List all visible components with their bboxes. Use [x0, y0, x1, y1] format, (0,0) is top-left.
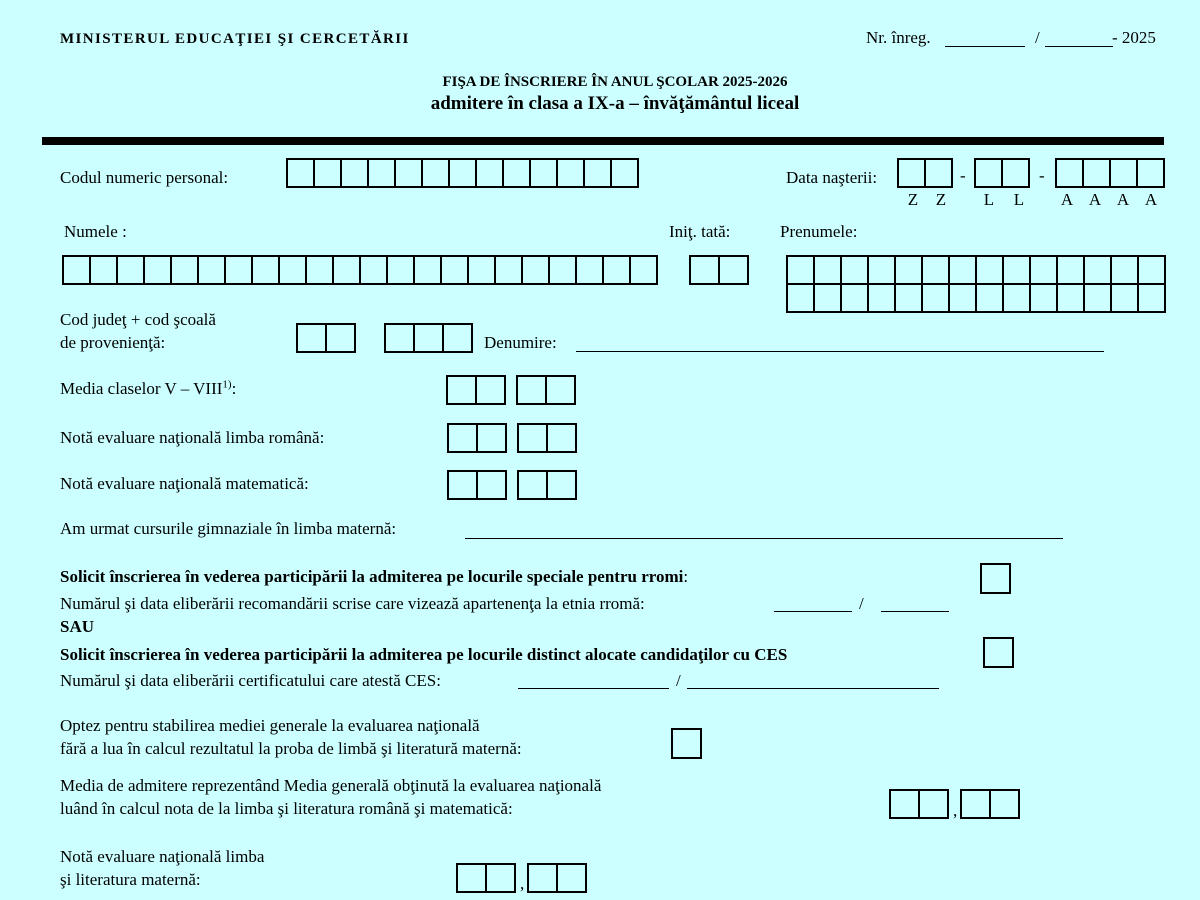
ces-certificate-label: Numărul şi data eliberării certificatului care atestă CES:	[60, 671, 441, 690]
cnp-label: Codul numeric personal:	[60, 168, 229, 187]
father-initial-label: Iniţ. tată:	[669, 222, 731, 241]
digit-box[interactable]	[367, 158, 396, 188]
digit-box[interactable]	[447, 423, 478, 453]
mother-tongue-label: Am urmat cursurile gimnaziale în limba maternă:	[60, 519, 397, 538]
digit-box[interactable]	[116, 255, 145, 285]
digit-box[interactable]	[1002, 255, 1031, 285]
digit-box[interactable]	[325, 323, 356, 353]
digit-box[interactable]	[813, 255, 842, 285]
digit-box[interactable]	[718, 255, 749, 285]
digit-box[interactable]	[894, 255, 923, 285]
digit-box[interactable]	[1056, 283, 1085, 313]
digit-box[interactable]	[89, 255, 118, 285]
maternal-grade-integer-boxes[interactable]	[456, 863, 516, 893]
digit-box[interactable]	[813, 283, 842, 313]
birth-year-hint: A	[1116, 190, 1130, 209]
digit-box[interactable]	[1029, 255, 1058, 285]
digit-box[interactable]	[1082, 158, 1111, 188]
registration-separator: /	[1035, 28, 1040, 47]
digit-box[interactable]	[548, 255, 577, 285]
romanian-integer-boxes[interactable]	[447, 423, 507, 453]
birth-year-hint: A	[1060, 190, 1074, 209]
digit-box[interactable]	[251, 255, 280, 285]
registration-number-line[interactable]	[945, 46, 1025, 47]
digit-box[interactable]	[1055, 158, 1084, 188]
birth-dash-2: -	[1039, 166, 1045, 185]
digit-box[interactable]	[143, 255, 172, 285]
digit-box[interactable]	[1002, 283, 1031, 313]
digit-box[interactable]	[1083, 255, 1112, 285]
school-code-boxes[interactable]	[384, 323, 473, 353]
digit-box[interactable]	[386, 255, 415, 285]
registration-year: - 2025	[1112, 28, 1156, 47]
digit-box[interactable]	[529, 158, 558, 188]
county-code-boxes[interactable]	[296, 323, 356, 353]
digit-box[interactable]	[1083, 283, 1112, 313]
rroma-checkbox[interactable]	[980, 563, 1011, 594]
digit-box[interactable]	[556, 863, 587, 893]
digit-box[interactable]	[545, 375, 576, 405]
digit-box[interactable]	[456, 863, 487, 893]
digit-box[interactable]	[467, 255, 496, 285]
digit-box[interactable]	[1137, 255, 1166, 285]
romanian-decimal-boxes[interactable]	[517, 423, 577, 453]
firstname-boxes-row-2[interactable]	[786, 283, 1166, 313]
digit-box[interactable]	[1001, 158, 1030, 188]
digit-box[interactable]	[502, 158, 531, 188]
digit-box[interactable]	[786, 255, 815, 285]
digit-box[interactable]	[1029, 283, 1058, 313]
digit-box[interactable]	[170, 255, 199, 285]
rroma-slash: /	[859, 594, 864, 613]
admission-average-comma: ,	[953, 801, 958, 820]
digit-box[interactable]	[924, 158, 953, 188]
registration-prefix: Nr. înreg.	[866, 28, 931, 47]
digit-box[interactable]	[313, 158, 342, 188]
digit-box[interactable]	[224, 255, 253, 285]
average-decimal-boxes[interactable]	[516, 375, 576, 405]
digit-box[interactable]	[448, 158, 477, 188]
maternal-grade-label-line-1: Notă evaluare naţională limba	[60, 847, 265, 866]
digit-box[interactable]	[610, 158, 639, 188]
opt-checkbox[interactable]	[671, 728, 702, 759]
digit-box[interactable]	[442, 323, 473, 353]
digit-box[interactable]	[629, 255, 658, 285]
maternal-grade-comma: ,	[520, 874, 525, 893]
digit-box[interactable]	[867, 283, 896, 313]
rroma-recommendation-date-line[interactable]	[881, 611, 949, 612]
digit-box[interactable]	[1056, 255, 1085, 285]
average-integer-boxes[interactable]	[446, 375, 506, 405]
math-integer-boxes[interactable]	[447, 470, 507, 500]
lastname-label: Numele :	[64, 222, 127, 241]
digit-box[interactable]	[960, 789, 991, 819]
cnp-boxes[interactable]	[286, 158, 639, 188]
registration-date-line[interactable]	[1045, 46, 1113, 47]
rroma-recommendation-number-line[interactable]	[774, 611, 852, 612]
digit-box[interactable]	[989, 789, 1020, 819]
digit-box[interactable]	[1137, 283, 1166, 313]
birth-year-hint: A	[1088, 190, 1102, 209]
opt-label-line-2: fără a lua în calcul rezultatul la proba de limbă şi literatură maternă:	[60, 739, 522, 758]
digit-box[interactable]	[583, 158, 612, 188]
digit-box[interactable]	[394, 158, 423, 188]
math-grade-label: Notă evaluare naţională matematică:	[60, 474, 309, 493]
digit-box[interactable]	[485, 863, 516, 893]
digit-box[interactable]	[527, 863, 558, 893]
birth-month-boxes[interactable]	[974, 158, 1030, 188]
digit-box[interactable]	[975, 255, 1004, 285]
digit-box[interactable]	[296, 323, 327, 353]
digit-box[interactable]	[421, 158, 450, 188]
digit-box[interactable]	[517, 470, 548, 500]
digit-box[interactable]	[332, 255, 361, 285]
digit-box[interactable]	[1110, 255, 1139, 285]
lastname-boxes[interactable]	[62, 255, 658, 285]
opt-label-line-1: Optez pentru stabilirea mediei generale la evaluarea naţională	[60, 716, 480, 735]
school-name-line[interactable]	[576, 351, 1104, 352]
father-initial-boxes[interactable]	[689, 255, 749, 285]
admission-average-integer-boxes[interactable]	[889, 789, 949, 819]
digit-box[interactable]	[921, 283, 950, 313]
digit-box[interactable]	[384, 323, 415, 353]
birth-month-hint: L	[1013, 190, 1025, 209]
birth-day-boxes[interactable]	[897, 158, 953, 188]
digit-box[interactable]	[517, 423, 548, 453]
school-code-label-line-1: Cod judeţ + cod şcoală	[60, 310, 216, 329]
average-label: Media claselor V – VIII$^{1)}$:	[60, 378, 237, 398]
digit-box[interactable]	[521, 255, 550, 285]
digit-box[interactable]	[689, 255, 720, 285]
digit-box[interactable]	[974, 158, 1003, 188]
digit-box[interactable]	[305, 255, 334, 285]
digit-box[interactable]	[476, 470, 507, 500]
birth-day-hint: Z	[907, 190, 919, 209]
digit-box[interactable]	[894, 283, 923, 313]
digit-box[interactable]	[840, 283, 869, 313]
digit-box[interactable]	[516, 375, 547, 405]
digit-box[interactable]	[197, 255, 226, 285]
admission-average-decimal-boxes[interactable]	[960, 789, 1020, 819]
header-divider	[42, 137, 1164, 145]
digit-box[interactable]	[975, 283, 1004, 313]
birth-date-label: Data naşterii:	[786, 168, 878, 187]
digit-box[interactable]	[556, 158, 585, 188]
ces-slash: /	[676, 671, 681, 690]
digit-box[interactable]	[447, 470, 478, 500]
digit-box[interactable]	[889, 789, 920, 819]
digit-box[interactable]	[867, 255, 896, 285]
digit-box[interactable]	[546, 470, 577, 500]
digit-box[interactable]	[921, 255, 950, 285]
admission-average-label-line-1: Media de admitere reprezentând Media generală obţinută la evaluarea naţională	[60, 776, 602, 795]
digit-box[interactable]	[948, 255, 977, 285]
form-title: FIŞA DE ÎNSCRIERE ÎN ANUL ŞCOLAR 2025-2026	[442, 74, 788, 90]
digit-box[interactable]	[475, 375, 506, 405]
form-subtitle: admitere în clasa a IX-a – învăţământul liceal	[430, 93, 800, 114]
digit-box[interactable]	[918, 789, 949, 819]
digit-box[interactable]	[475, 158, 504, 188]
digit-box[interactable]	[278, 255, 307, 285]
birth-year-boxes[interactable]	[1055, 158, 1165, 188]
digit-box[interactable]	[786, 283, 815, 313]
digit-box[interactable]	[1110, 283, 1139, 313]
school-code-label-line-2: de provenienţă:	[60, 333, 166, 352]
digit-box[interactable]	[546, 423, 577, 453]
firstname-label: Prenumele:	[780, 222, 858, 241]
digit-box[interactable]	[413, 255, 442, 285]
maternal-grade-decimal-boxes[interactable]	[527, 863, 587, 893]
admission-average-label-line-2: luând în calcul nota de la limba şi literatura română şi matematică:	[60, 799, 513, 818]
digit-box[interactable]	[575, 255, 604, 285]
mother-tongue-line[interactable]	[465, 538, 1063, 539]
digit-box[interactable]	[359, 255, 388, 285]
firstname-boxes-row-1[interactable]	[786, 255, 1166, 285]
digit-box[interactable]	[840, 255, 869, 285]
birth-day-hint: Z	[935, 190, 947, 209]
digit-box[interactable]	[476, 423, 507, 453]
romanian-grade-label: Notă evaluare naţională limba română:	[60, 428, 325, 447]
digit-box[interactable]	[446, 375, 477, 405]
or-label: SAU	[60, 617, 95, 636]
birth-dash-1: -	[960, 166, 966, 185]
ces-certificate-number-line[interactable]	[518, 688, 669, 689]
digit-box[interactable]	[897, 158, 926, 188]
digit-box[interactable]	[602, 255, 631, 285]
ces-request-label: Solicit înscrierea în vederea participării la admiterea pe locurile distinct alocate candidaţilor cu CES	[60, 645, 788, 664]
rroma-recommendation-label: Numărul şi data eliberării recomandării scrise care vizează apartenenţa la etnia rromă:	[60, 594, 645, 613]
digit-box[interactable]	[1109, 158, 1138, 188]
digit-box[interactable]	[494, 255, 523, 285]
ces-certificate-date-line[interactable]	[687, 688, 939, 689]
digit-box[interactable]	[440, 255, 469, 285]
digit-box[interactable]	[340, 158, 369, 188]
birth-year-hint: A	[1144, 190, 1158, 209]
ministry-name: MINISTERUL EDUCAŢIEI ŞI CERCETĂRII	[60, 31, 410, 47]
maternal-grade-label-line-2: şi literatura maternă:	[60, 870, 201, 889]
digit-box[interactable]	[62, 255, 91, 285]
math-decimal-boxes[interactable]	[517, 470, 577, 500]
birth-month-hint: L	[983, 190, 995, 209]
digit-box[interactable]	[413, 323, 444, 353]
digit-box[interactable]	[286, 158, 315, 188]
rroma-request-label: Solicit înscrierea în vederea participării la admiterea pe locurile speciale pentru rromi:	[60, 567, 689, 586]
school-name-label: Denumire:	[484, 333, 557, 352]
digit-box[interactable]	[948, 283, 977, 313]
digit-box[interactable]	[1136, 158, 1165, 188]
ces-checkbox[interactable]	[983, 637, 1014, 668]
